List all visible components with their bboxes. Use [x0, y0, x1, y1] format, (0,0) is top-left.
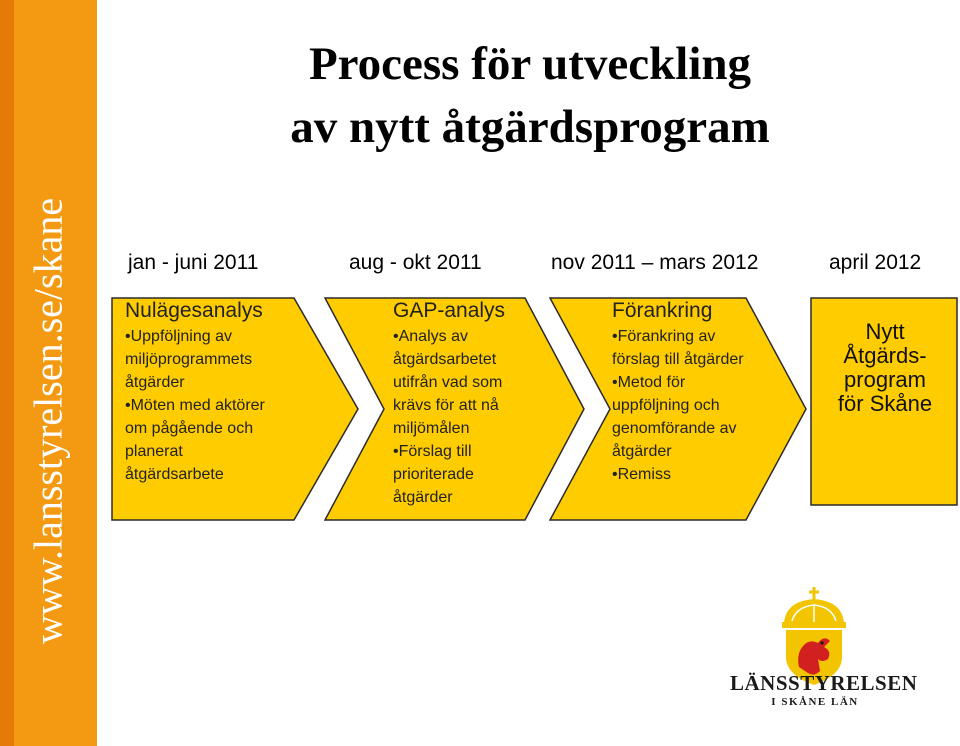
final-line: program [844, 367, 926, 392]
stage-3-line: •Metod för [612, 374, 686, 391]
final-line: Åtgärds- [843, 343, 927, 368]
sidebar-url[interactable]: www.lansstyrelsen.se/skane [25, 197, 71, 645]
stage-1-heading: Nulägesanalys [125, 299, 263, 322]
stage-1-line: planerat [125, 443, 183, 460]
period-label-4: april 2012 [829, 251, 922, 274]
stage-2-line: krävs för att nå [393, 397, 499, 414]
stage-1-line: åtgärdsarbete [125, 466, 224, 483]
stage-3-line: förslag till åtgärder [612, 351, 744, 368]
period-label-3: nov 2011 – mars 2012 [551, 251, 759, 274]
stage-1-line: åtgärder [125, 374, 185, 391]
stage-2-line: åtgärder [393, 489, 453, 506]
stage-3-line: •Förankring av [612, 328, 716, 345]
final-box-text [815, 320, 955, 416]
stage-2-line: åtgärdsarbetet [393, 351, 497, 368]
stage-1-line: miljöprogrammets [125, 351, 253, 368]
stage-2-line: •Förslag till [393, 443, 472, 460]
stage-1-line: •Uppföljning av [125, 328, 232, 345]
stage-2-text [393, 298, 543, 509]
stage-3-heading: Förankring [612, 299, 713, 322]
period-label-1: jan - juni 2011 [128, 251, 259, 274]
page-title-line-1: Process för utveckling [308, 38, 752, 90]
stage-3-text [612, 298, 792, 486]
stage-2-heading: GAP-analys [393, 299, 506, 322]
stage-1-line: om pågående och [125, 420, 254, 437]
period-label-2: aug - okt 2011 [349, 251, 482, 274]
logo-subtitle: I SKÅNE LÄN [771, 696, 859, 708]
stage-3-line: uppföljning och [612, 397, 720, 414]
stage-3-line: åtgärder [612, 443, 672, 460]
final-line: för Skåne [837, 391, 933, 416]
stage-2-line: utifrån vad som [393, 374, 503, 391]
crown-icon [782, 587, 846, 628]
stage-3-line: •Remiss [612, 466, 671, 483]
stage-1-text [125, 298, 300, 486]
stage-1-line: •Möten med aktörer [125, 397, 265, 414]
stage-2-line: miljömålen [393, 420, 470, 437]
stage-2-line: •Analys av [393, 328, 468, 345]
final-line: Nytt [865, 319, 905, 344]
page-title-line-2: av nytt åtgärdsprogram [290, 101, 770, 153]
stage-2-line: prioriterade [393, 466, 474, 483]
stage-3-line: genomförande av [612, 420, 737, 437]
logo-name: LÄNSSTYRELSEN [730, 671, 918, 695]
